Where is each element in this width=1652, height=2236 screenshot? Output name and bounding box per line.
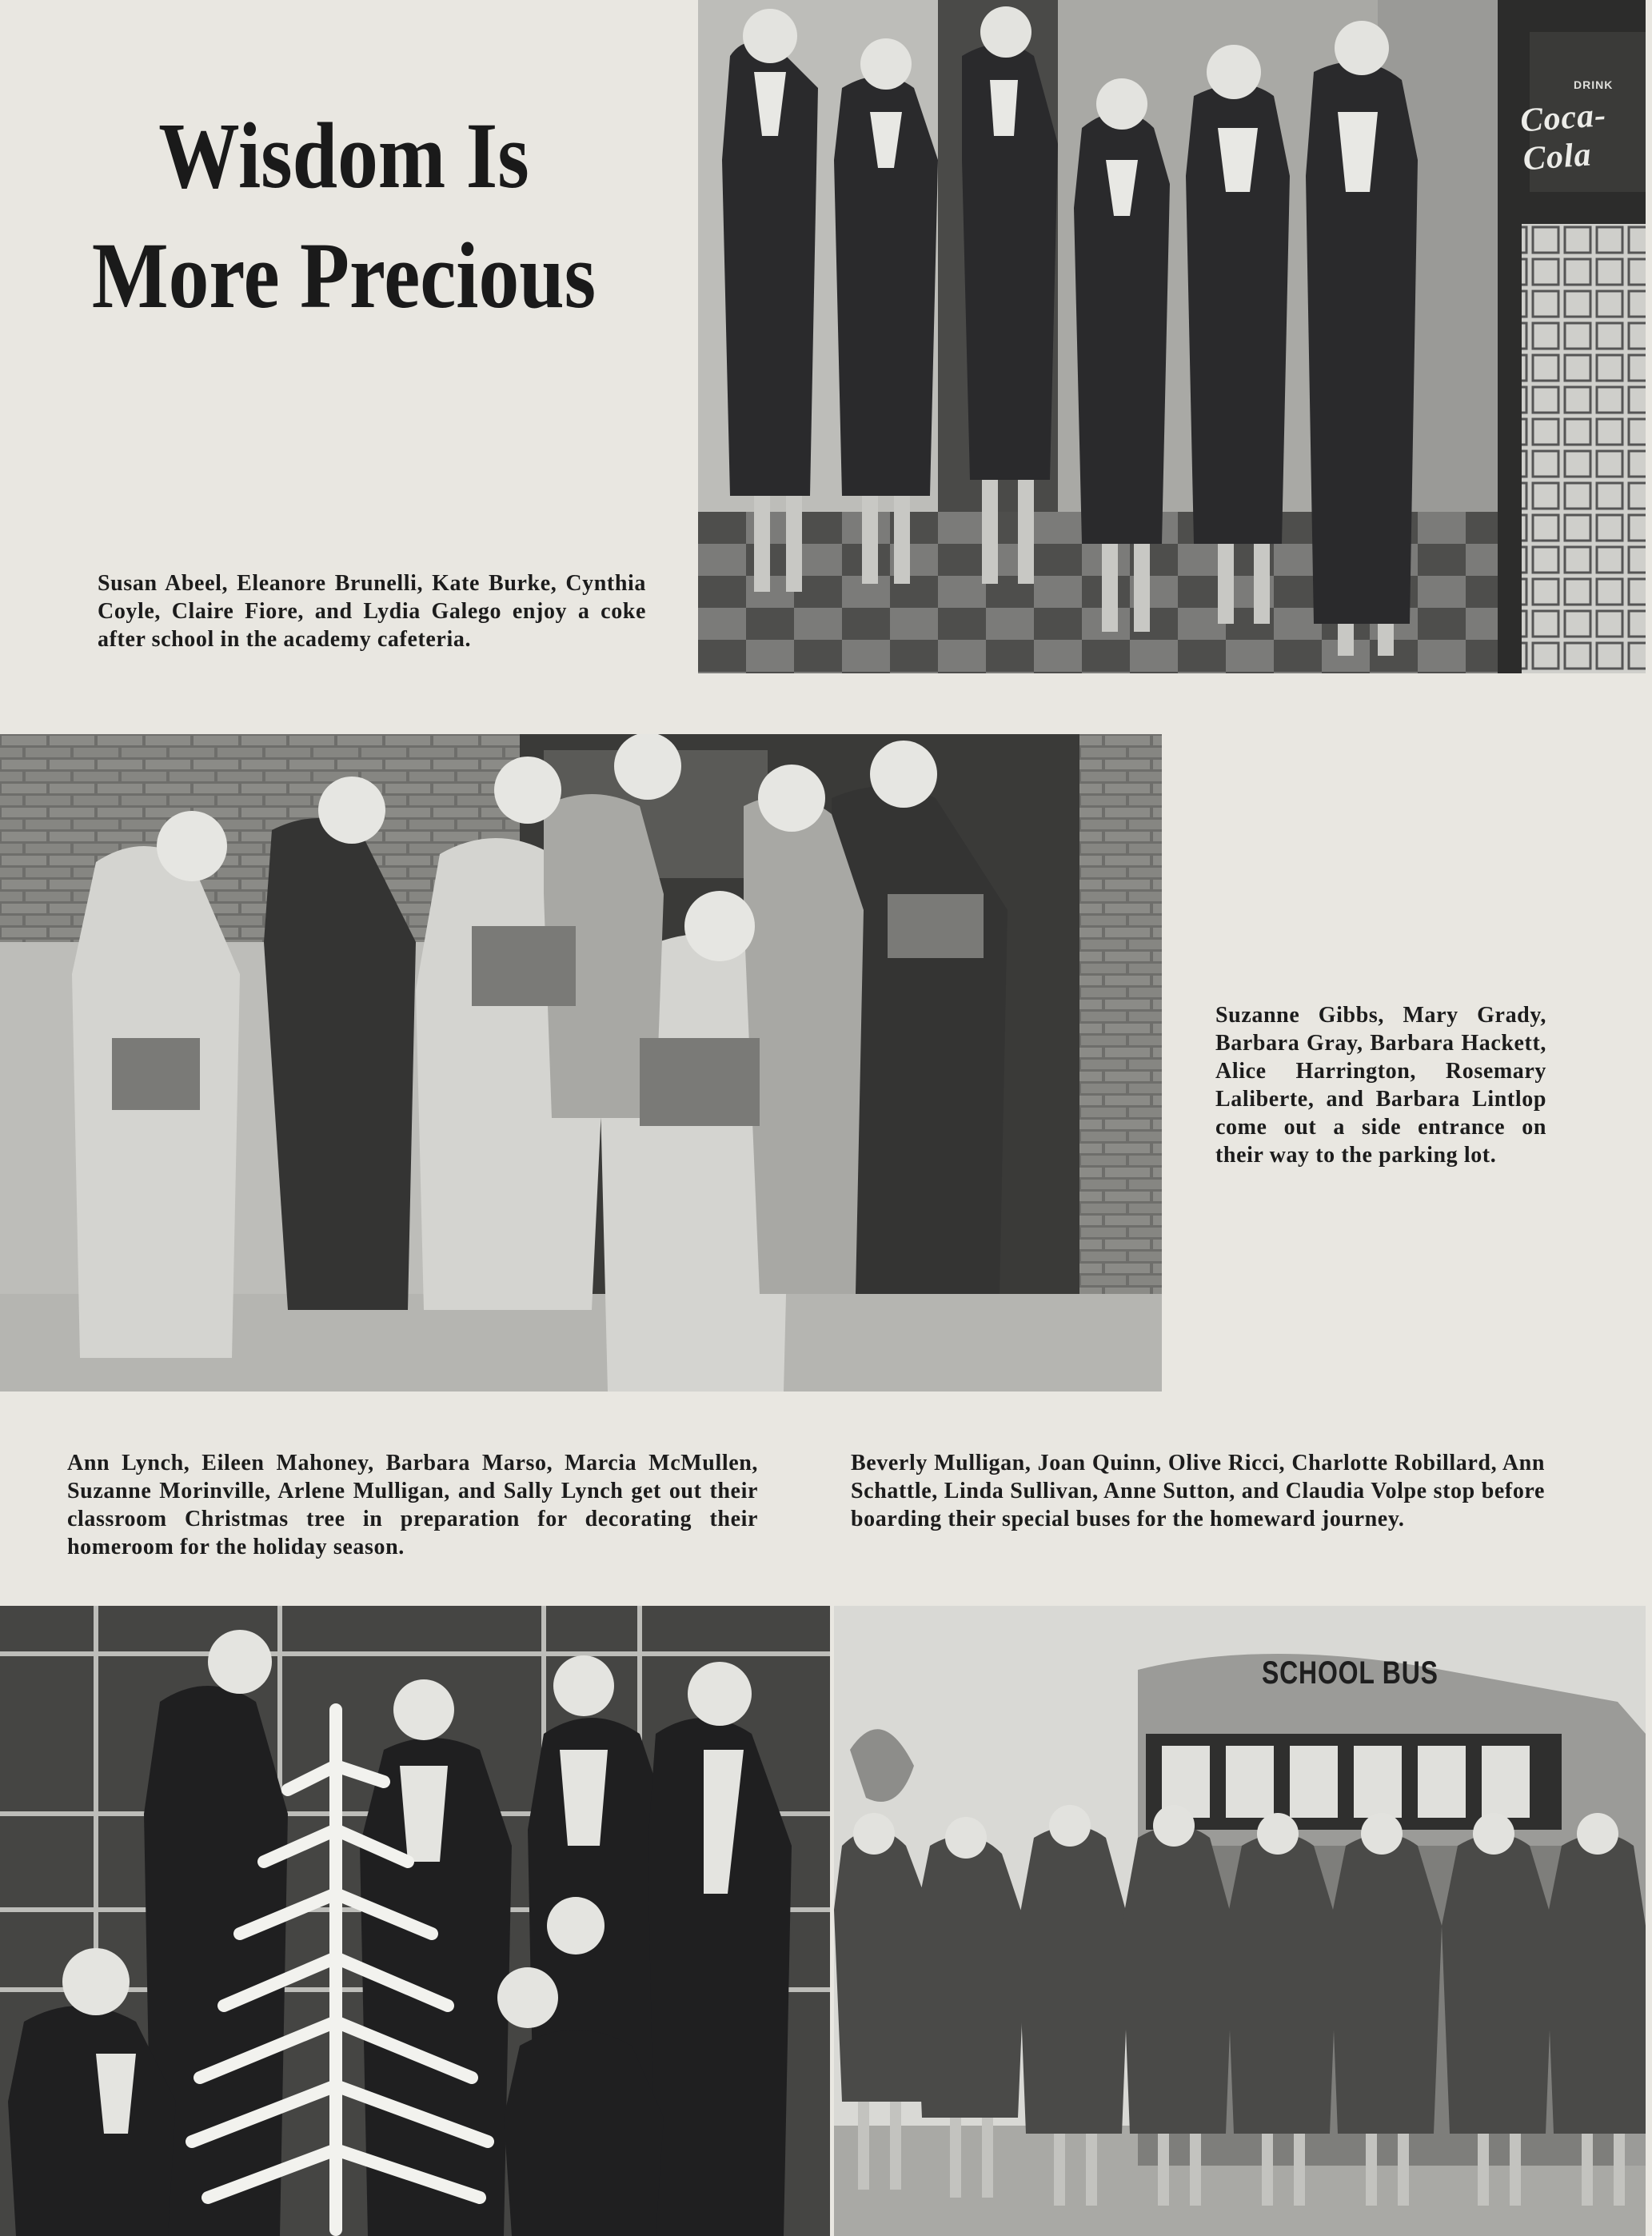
page-title-line-2: More Precious xyxy=(91,223,597,328)
page-title xyxy=(90,96,598,336)
photo-cafeteria-image xyxy=(698,0,1646,673)
caption-school-bus: Beverly Mulligan, Joan Quinn, Olive Ricci, Charlotte Robillard, Ann Schattle, Linda Sullivan, Anne Sutton, and Claudia Volpe stop before boarding their special buses for the homeward journey. xyxy=(851,1451,1545,1531)
caption-side-entrance: Suzanne Gibbs, Mary Grady, Barbara Gray, Barbara Hackett, Alice Harrington, Rosemary Laliberte, and Barbara Lintlop come out a side entrance on their way to the parking lot. xyxy=(1215,1003,1546,1168)
photo-cafeteria xyxy=(698,0,1646,673)
vending-drink-label: DRINK xyxy=(1574,78,1614,91)
page-title-line-1: Wisdom Is xyxy=(158,103,529,208)
photo-side-entrance-image xyxy=(0,734,1162,1392)
photo-christmas-tree xyxy=(0,1606,830,2236)
caption-cafeteria: Susan Abeel, Eleanore Brunelli, Kate Burke, Cynthia Coyle, Claire Fiore, and Lydia Galego enjoy a coke after school in the academy cafeteria. xyxy=(98,571,646,652)
vending-brand-label: Coca-Cola xyxy=(1518,97,1608,178)
bus-sign-label: SCHOOL BUS xyxy=(1262,1655,1439,1691)
photo-side-entrance xyxy=(0,734,1162,1392)
photo-christmas-tree-image xyxy=(0,1606,830,2236)
photo-school-bus xyxy=(834,1606,1646,2236)
caption-christmas-tree: Ann Lynch, Eileen Mahoney, Barbara Marso, Marcia McMullen, Suzanne Morinville, Arlene Mulligan, and Sally Lynch get out their classroom Christmas tree in preparation for decorating their homeroom for the holiday season. xyxy=(67,1451,758,1559)
photo-school-bus-image xyxy=(834,1606,1646,2236)
